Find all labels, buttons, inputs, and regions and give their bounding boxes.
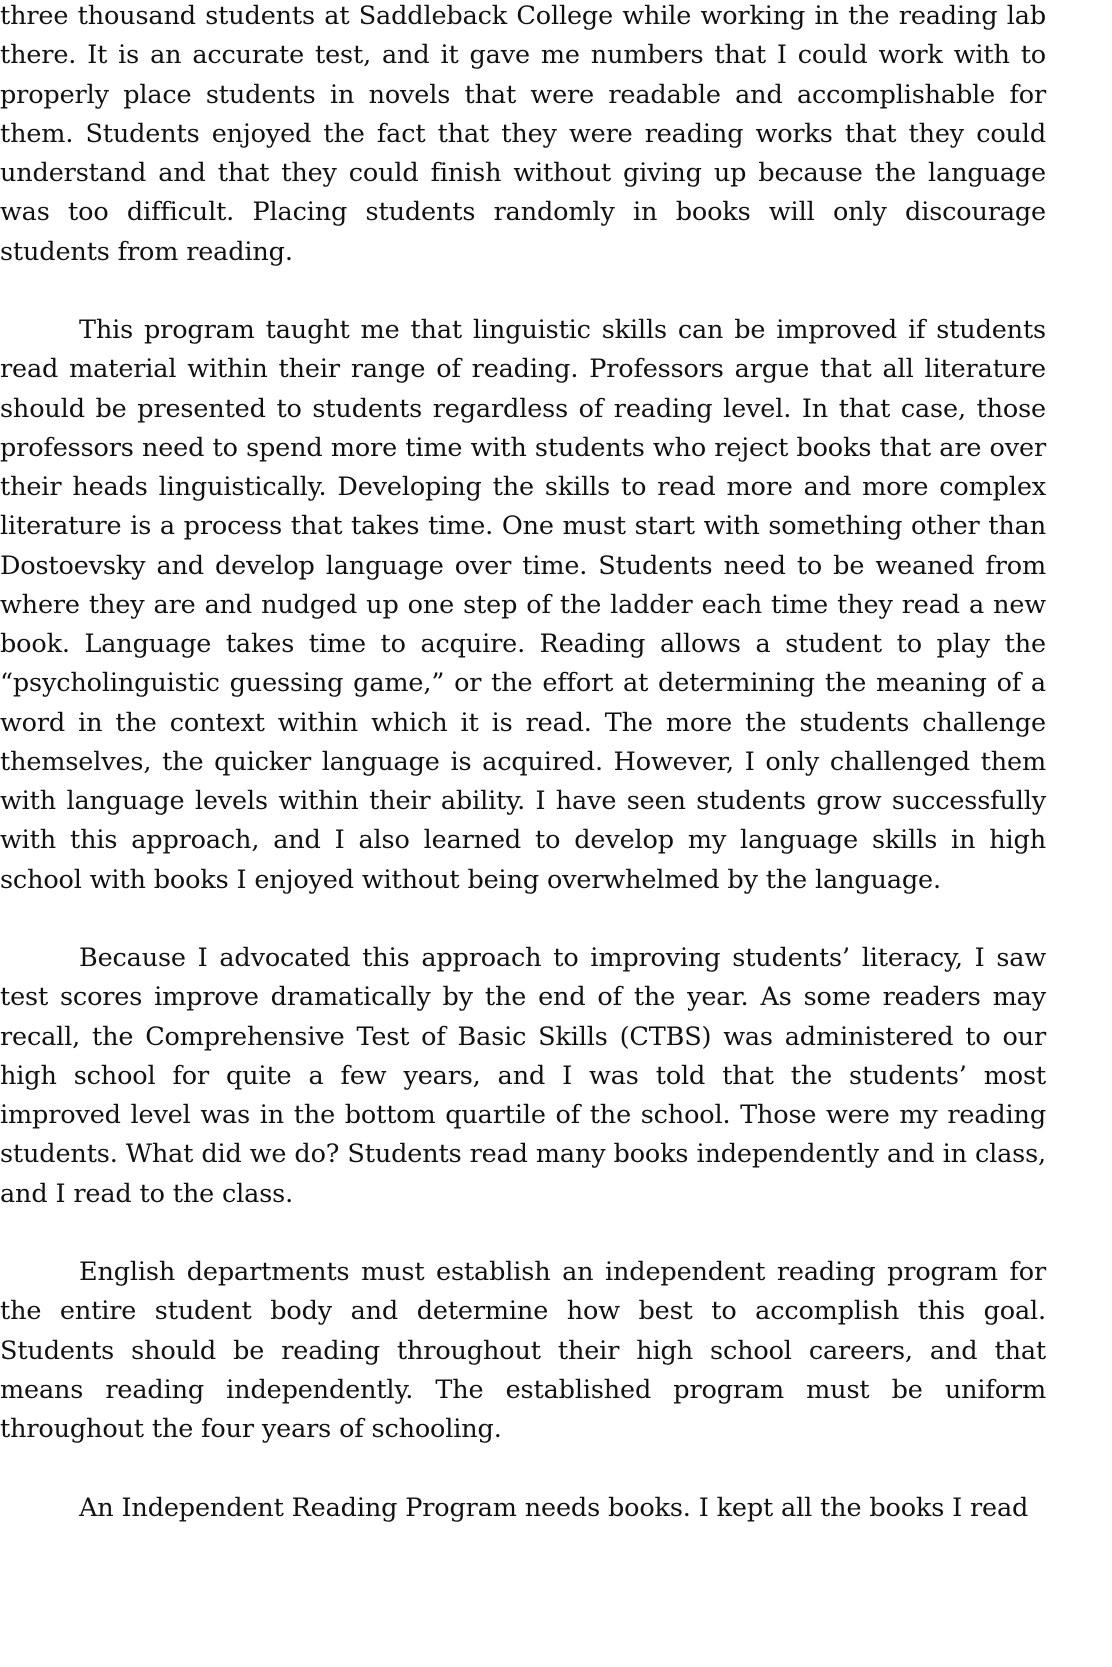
paragraph-test-scores: Because I advocated this approach to improving students’ literacy, I saw test scores improve dramatically by the end of the year. As some readers may recall, the Comprehensive Test of Basic Skills (CTBS) was administered to our high school for quite a few years, and I was told that the students’ most improved level was in the bottom quartile of the school. Those were my reading students. What did we do? Students read many books independently and in class, and I read to the class.: [0, 943, 1046, 1209]
paragraph-english-departments: English departments must establish an independent reading program for the entire student body and determine how best to accomplish this goal. Students should be reading throughout their high school careers, and that means reading independently. The established program must be uniform throughout the four years of schooling.: [0, 1257, 1046, 1444]
paragraph-linguistic-skills: This program taught me that linguistic skills can be improved if students read material within their range of reading. Professors argue that all literature should be presented to students regardless of reading level. In that case, those professors need to spend more time with students who reject books that are over their heads linguistically. Developing the skills to read more and more complex literature is a process that takes time. One must start with something other than Dostoevsky and develop language over time. Students need to be weaned from where they are and nudged up one step of the ladder each time they read a new book. Language takes time to acquire. Reading allows a student to play the “psycholinguistic guessing game,” or the effort at determining the meaning of a word in the context within which it is read. The more the students challenge themselves, the quicker language is acquired. However, I only challenged them with language levels within their ability. I have seen students grow successfully with this approach, and I also learned to develop my language skills in high school with books I enjoyed without being overwhelmed by the language.: [0, 315, 1046, 895]
paragraph-saddleback-test: three thousand students at Saddleback College while working in the reading lab there. It is an accurate test, and it gave me numbers that I could work with to properly place students in novels that were readable and accomplishable for them. Students enjoyed the fact that they were reading works that they could understand and that they could finish without giving up because the language was too difficult. Placing students randomly in books will only discourage students from reading.: [0, 1, 1046, 267]
paragraph-independent-reading-program: An Independent Reading Program needs books. I kept all the books I read: [79, 1492, 1029, 1523]
